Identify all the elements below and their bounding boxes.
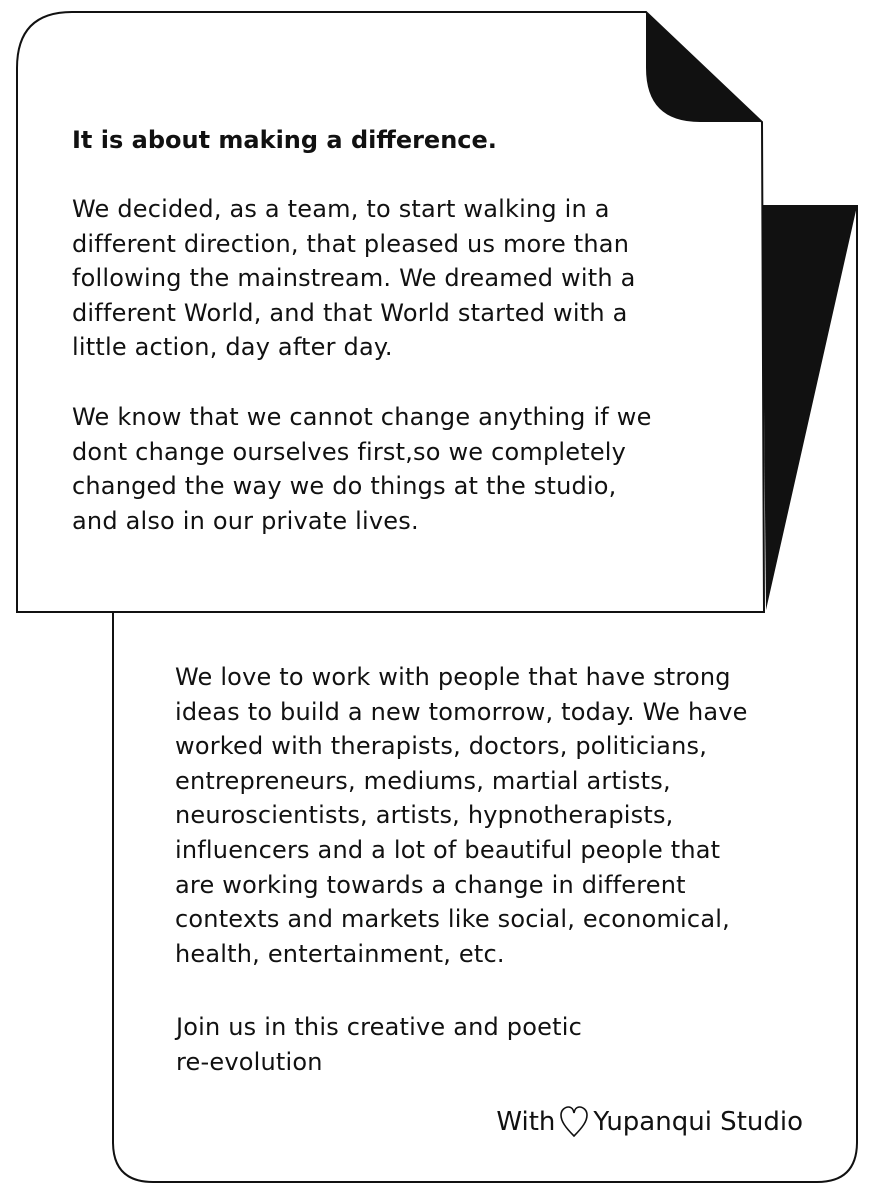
front-card-paragraph-1: We decided, as a team, to start walking in a different direction, that pleased us more than following the mainstream. We dreamed with a different World, and that World started with a little action, day after day. xyxy=(72,195,636,362)
front-card-heading: It is about making a difference. xyxy=(72,126,497,154)
back-card-paragraph-2: Join us in this creative and poetic re-evolution xyxy=(176,1013,582,1076)
front-card-paragraph-2: We know that we cannot change anything if we dont change ourselves first,so we completely changed the way we do things at the studio, and also in our private lives. xyxy=(72,403,652,535)
signature-prefix: With xyxy=(496,1107,556,1137)
signature xyxy=(496,1105,803,1139)
back-card-paragraph-1: We love to work with people that have strong ideas to build a new tomorrow, today. We have worked with therapists, doctors, politicians, entrepreneurs, mediums, martial artists, neuroscientists, artists, hypnotherapists, influencers and a lot of beautiful people that are working towards a change in different contexts and markets like social, economical, health, entertainment, etc. xyxy=(175,663,748,968)
heart-outline-icon xyxy=(559,1105,589,1139)
signature-name: Yupanqui Studio xyxy=(593,1107,803,1137)
